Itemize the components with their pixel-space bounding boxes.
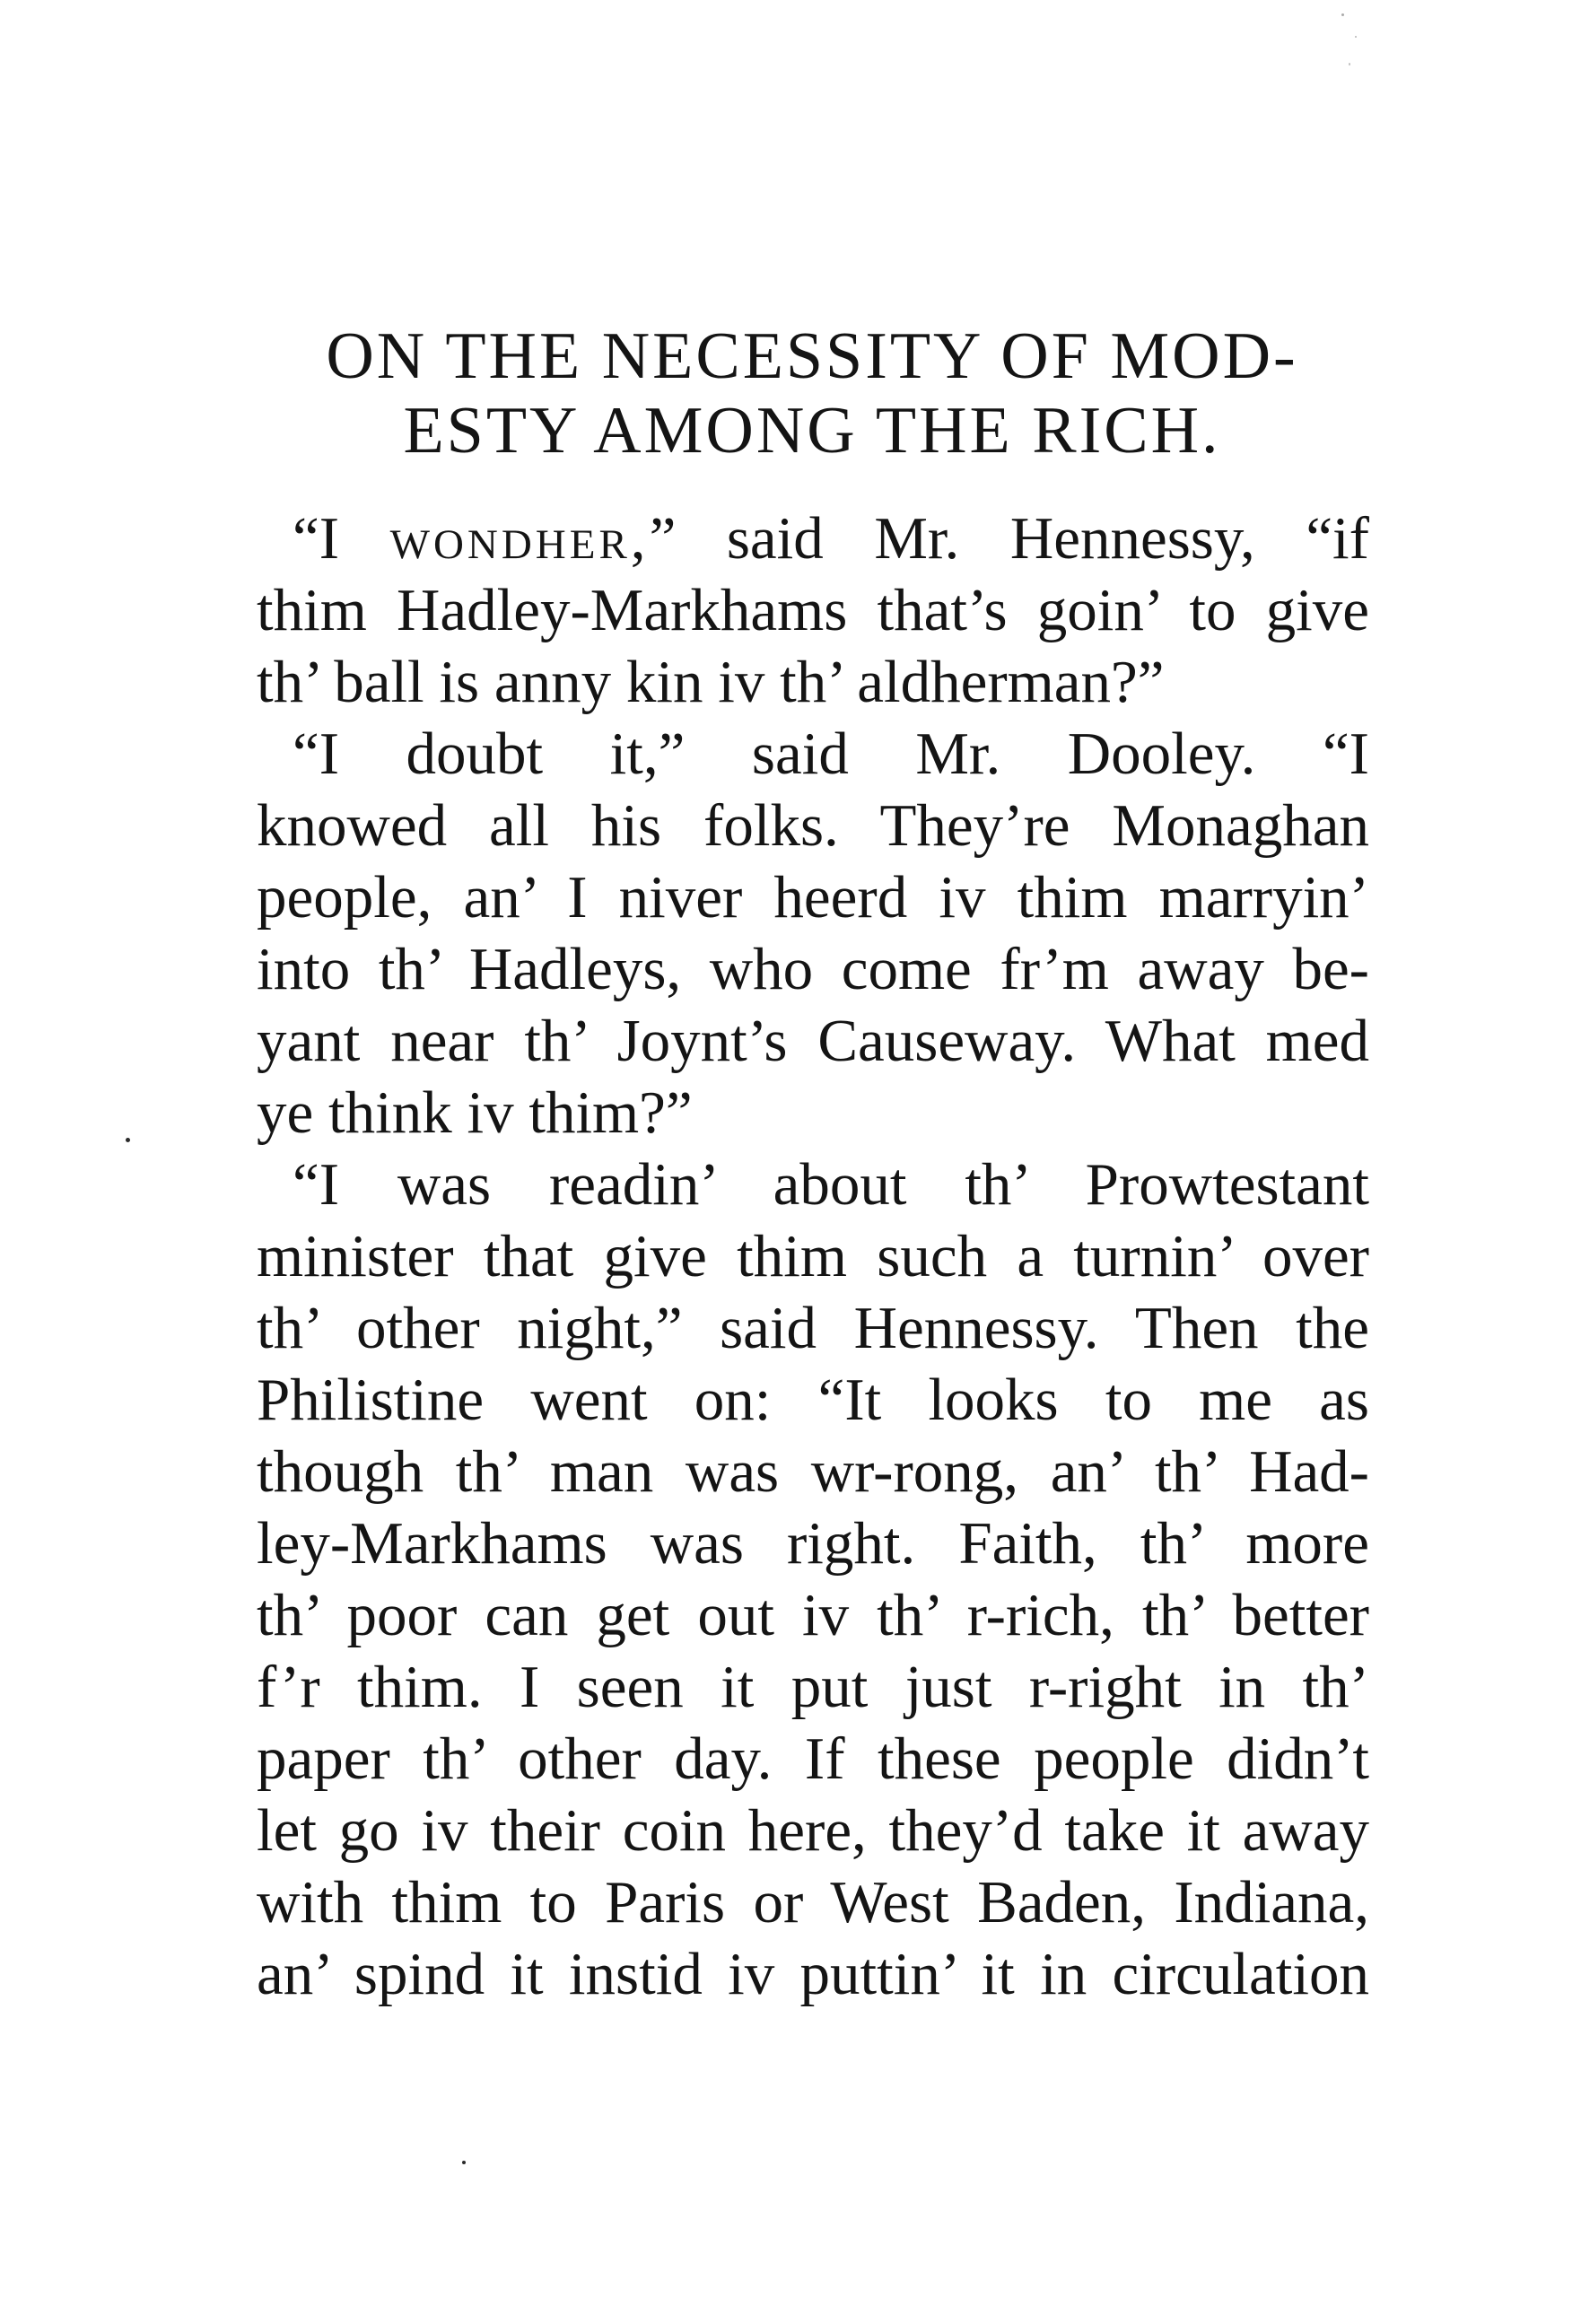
paragraph-2-line-4: into th’ Hadleys, who come fr’m away be- <box>257 936 1369 1002</box>
paragraph-2-line-6: ye think iv thim?” <box>257 1079 693 1146</box>
text-span: ” said Mr. Hennessy, “if <box>649 505 1369 572</box>
paragraph-1-line-2: thim Hadley-Markhams that’s goin’ to give <box>257 577 1369 643</box>
paragraph-1-line-1 <box>257 502 1369 574</box>
paragraph-3-line-9: paper th’ other day. If these people didn’t <box>257 1726 1369 1792</box>
paragraph-3-line-4: Philistine went on: “It looks to me as <box>257 1367 1369 1433</box>
scan-speck <box>1341 13 1344 16</box>
paragraph-3-line-10: let go iv their coin here, they’d take it away <box>257 1797 1369 1864</box>
paragraph-2-line-2: knowed all his folks. They’re Monaghan <box>257 792 1369 859</box>
scan-speck <box>126 1138 130 1142</box>
chapter-title-line-2: ESTY AMONG THE RICH. <box>403 394 1221 467</box>
paragraph-3-line-8: f’r thim. I seen it put just r-right in th’ <box>257 1654 1369 1720</box>
paragraph-2-line-5: yant near th’ Joynt’s Causeway. What med <box>257 1008 1369 1074</box>
paragraph-3-line-5: though th’ man was wr-rong, an’ th’ Had- <box>257 1438 1369 1505</box>
scan-speck <box>1355 36 1357 38</box>
paragraph-3-line-6: ley-Markhams was right. Faith, th’ more <box>257 1510 1369 1577</box>
small-caps-word: wondher, <box>389 505 650 572</box>
paragraph-3-line-11: with thim to Paris or West Baden, Indiana, <box>257 1869 1369 1935</box>
paragraph-3-line-7: th’ poor can get out iv th’ r-rich, th’ better <box>257 1582 1369 1648</box>
paragraph-2-line-1: “I doubt it,” said Mr. Dooley. “I <box>293 721 1369 787</box>
scan-speck <box>462 2161 466 2164</box>
text-span: “I <box>293 505 340 572</box>
paragraph-2-line-3: people, an’ I niver heerd iv thim marryin’ <box>257 864 1369 930</box>
paragraph-3-line-1: “I was readin’ about th’ Prowtestant <box>293 1151 1369 1218</box>
paragraph-3-line-12: an’ spind it instid iv puttin’ it in circulation <box>257 1941 1369 2007</box>
scan-speck <box>1349 63 1350 66</box>
paragraph-3-line-3: th’ other night,” said Hennessy. Then the <box>257 1295 1369 1361</box>
paragraph-1-line-3: th’ ball is anny kin iv th’ aldherman?” <box>257 649 1165 715</box>
chapter-title-line-1: ON THE NECESSITY OF MOD- <box>326 319 1298 393</box>
paragraph-3-line-2: minister that give thim such a turnin’ over <box>257 1223 1369 1289</box>
